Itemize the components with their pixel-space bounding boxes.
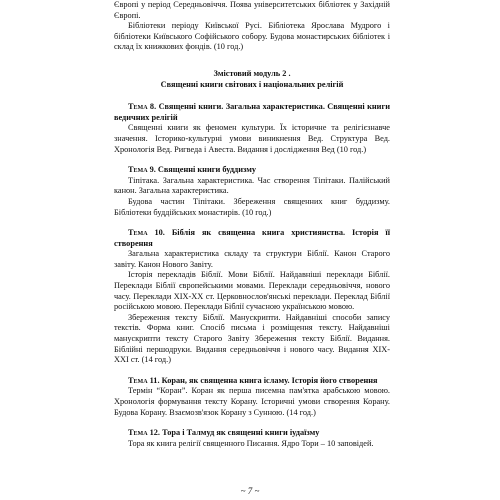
topic-heading — [114, 228, 390, 249]
module-title: Змістовий модуль 2 . — [213, 68, 291, 78]
topic-section — [114, 228, 390, 366]
topic-label: Тема 8. — [128, 102, 157, 112]
topic-section — [114, 428, 390, 449]
topic-paragraph: Збереження тексту Біблії. Манускрипти. Найдавніші способи запису текстів. Форма книг. Спосіб письма і розміщення тексту. Найдавніші манускрипти тексту Старого Завіту Збереження тексту Біблії. Видання. Біблійні першодруки. Видання середньовіччя і нового часу. Видання XIX-XXI ст. (14 год.) — [114, 312, 390, 365]
topic-heading — [114, 102, 390, 123]
topic-label: Тема 12. — [128, 428, 160, 438]
topic-title: Священні книги. Загальна характеристика. Священні книги ведичних релігій — [114, 102, 390, 122]
topic-paragraph: Священні книги як феномен культури. Їх історичне та релігієзнавче значення. Історико-культурні умови виникнення Вед. Структура Вед. Хронологія Вед. Ригведа і Авеста. Видання і дослідження Вед (10 год.) — [114, 123, 390, 154]
topic-title: Тора і Талмуд як священні книги іудаїзму — [162, 428, 320, 438]
topic-title: Біблія як священна книга християнства. Історія її створення — [114, 228, 390, 248]
topic-paragraph: Термін “Коран”. Коран як перша писемна пам'ятка арабською мовою. Хронологія формування тексту Корану. Історичні умови створення Корану. Будова Корану. Взаємозв'язок Корану з Сунною. (14 год.) — [114, 386, 390, 417]
topic-title: Священні книги буддизму — [157, 165, 257, 175]
topic-paragraph: Історія перекладів Біблії. Мови Біблії. Найдавніші переклади Біблії. Переклади Біблії європейськими мовами. Переклади середньовіччя, нового часу. Переклади XIX-XX ст. Церковнослов'янські переклади. Переклад Біблії російською мовою. Переклади Біблії сучасною українською мовою. — [114, 270, 390, 312]
topic-section — [114, 165, 390, 218]
module-heading — [114, 69, 390, 90]
topic-paragraph: Загальна характеристика складу та структури Біблії. Канон Старого завіту. Канон Нового Завіту. — [114, 249, 390, 269]
topic-heading — [114, 165, 390, 176]
topic-section — [114, 376, 390, 418]
module-subtitle: Священні книги світових і національних релігій — [160, 79, 344, 89]
topic-label: Тема 11. — [128, 375, 160, 385]
intro-paragraph-1: Європі у період Середньовіччя. Поява університетських бібліотек у Західній Європі. — [114, 0, 390, 20]
topic-paragraph: Будова частин Тіпітаки. Збереження священних книг буддизму. Бібліотеки буддійських монастирів. (10 год.) — [114, 196, 390, 217]
topic-title: Коран, як священна книга ісламу. Історія його створення — [161, 375, 378, 385]
topic-paragraph: Тіпітака. Загальна характеристика. Час створення Тіпітаки. Палійський канон. Загальна характеристика. — [114, 175, 390, 196]
topic-label: Тема 10. — [128, 228, 165, 238]
topic-label: Тема 9. — [128, 165, 156, 175]
topic-paragraph: Тора як книга релігії священного Писання. Ядро Тори – 10 заповідей. — [128, 438, 374, 448]
intro-paragraph-2: Бібліотеки періоду Київської Русі. Бібліотека Ярослава Мудрого і бібліотеки Київського Софійського собору. Будова монастирських бібліотек і склад їх книжкових фондів. (10 год.) — [114, 21, 390, 52]
topic-heading — [114, 376, 390, 387]
topic-heading — [114, 428, 390, 439]
topic-section — [114, 102, 390, 155]
page-number: ~ 7 ~ — [240, 486, 260, 496]
